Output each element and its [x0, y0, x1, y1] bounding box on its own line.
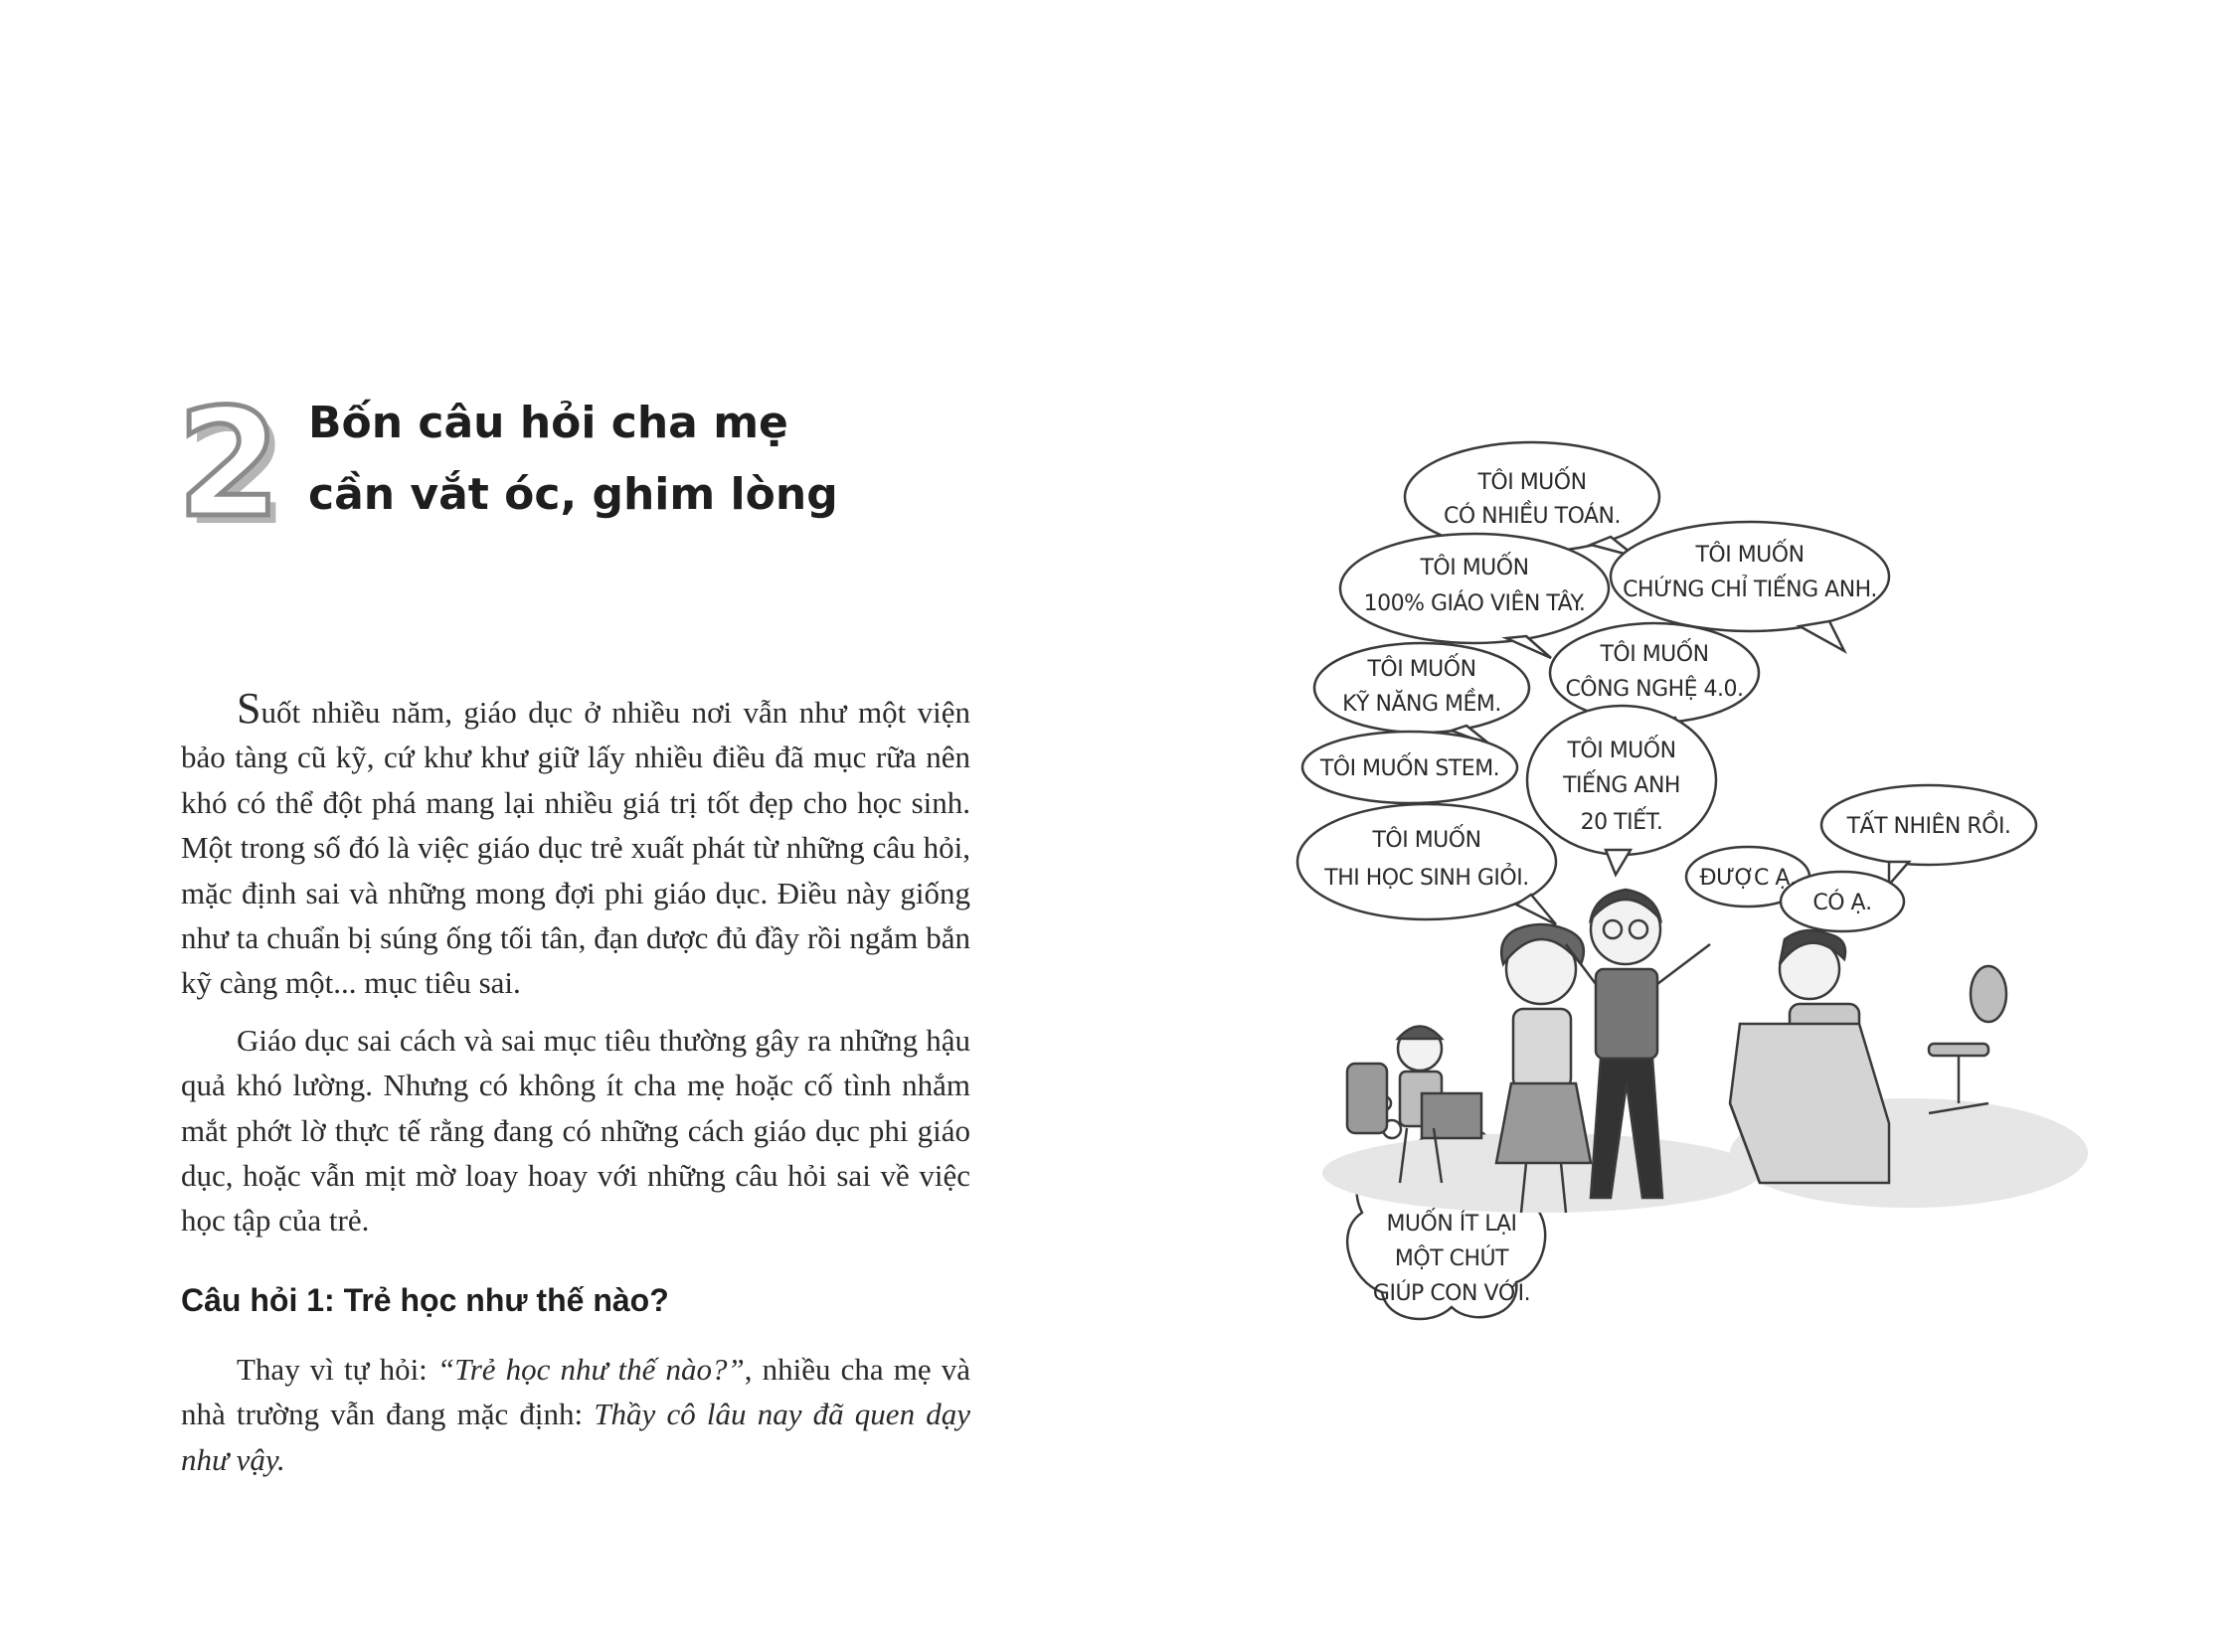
speech-bubble-2-tail: [1800, 621, 1844, 651]
cartoon-illustration: [1292, 427, 2088, 1431]
bubble-1-line-2: CÓ NHIỀU TOÁN.: [1443, 504, 1622, 529]
bubble-2-line-1: TÔI MUỐN: [1695, 543, 1805, 568]
section-heading: Câu hỏi 1: Trẻ học như thế nào?: [181, 1282, 669, 1318]
speech-bubble-8-tail: [1516, 895, 1556, 924]
drop-cap: S: [237, 684, 261, 733]
bubble-5-line-1: TÔI MUỐN: [1367, 657, 1476, 682]
paragraph-3-b: , nhiều cha mẹ và nhà trường vẫn đang mặc định:: [181, 1352, 971, 1432]
bubble-1-line-1: TÔI MUỐN: [1477, 470, 1587, 495]
bubble-10-line-1: ĐƯỢC Ạ.: [1699, 866, 1797, 891]
paragraph-2: Giáo dục sai cách và sai mục tiêu thường gây ra những hậu quả khó lường. Nhưng có không ít cha mẹ hoặc cố tình nhắm mắt phớt lờ thực tế rằng đang có những cách giáo dục phi giáo dục, hoặc vẫn mịt mờ loay hoay với những câu hỏi sai về việc học tập của trẻ.: [181, 1022, 970, 1239]
thought-line-2: MUỐN ÍT LẠI: [1386, 1212, 1517, 1237]
book-stack: [1422, 1093, 1481, 1138]
backpack: [1347, 1064, 1387, 1133]
speech-bubble-4: [1550, 623, 1759, 723]
bubble-3-line-1: TÔI MUỐN: [1420, 556, 1529, 580]
chapter-title-line-2: cần vắt óc, ghim lòng: [308, 469, 838, 520]
father-arm-raised: [1657, 944, 1710, 984]
chair-back: [1971, 966, 2006, 1022]
father-torso: [1596, 969, 1657, 1059]
chair-seat: [1929, 1044, 1988, 1056]
thought-line-4: GIÚP CON VỚI.: [1372, 1281, 1531, 1306]
bubble-8-line-2: THI HỌC SINH GIỎI.: [1324, 866, 1529, 891]
speech-bubble-2: [1611, 522, 1889, 631]
bubble-6-line-1: TÔI MUỐN STEM.: [1319, 756, 1500, 781]
bubble-2-line-2: CHỨNG CHỈ TIẾNG ANH.: [1623, 578, 1877, 602]
bubble-5-line-2: KỸ NĂNG MỀM.: [1342, 692, 1501, 717]
bubble-4-line-1: TÔI MUỐN: [1600, 642, 1709, 667]
child-hair: [1398, 1027, 1442, 1040]
paragraph-3-italic: Thầy cô lâu nay đã quen dạy như vậy.: [181, 1397, 971, 1477]
body-text: [181, 686, 970, 1255]
mother-skirt: [1496, 1083, 1591, 1163]
speech-bubble-3-tail: [1506, 636, 1551, 658]
chapter-number: 2: [177, 378, 281, 551]
bubble-9-line-1: TẤT NHIÊN RỒI.: [1846, 814, 2011, 839]
bubble-7-line-1: TÔI MUỐN: [1567, 739, 1676, 763]
bubble-3-line-2: 100% GIÁO VIÊN TÂY.: [1363, 591, 1586, 616]
box: [1730, 1024, 1889, 1183]
chapter-title: [308, 388, 838, 531]
paragraph-3-a: Thay vì tự hỏi:: [237, 1352, 437, 1387]
bubble-11-line-1: CÓ Ạ.: [1812, 891, 1872, 915]
speech-bubble-3: [1340, 534, 1609, 643]
bubble-4-line-2: CÔNG NGHỆ 4.0.: [1565, 677, 1744, 702]
mother-torso: [1513, 1009, 1571, 1088]
paragraph-3: [181, 1347, 970, 1482]
speech-bubble-8: [1297, 804, 1556, 919]
thought-line-3: MỘT CHÚT: [1394, 1246, 1509, 1271]
paragraph-1: [181, 686, 970, 1006]
bubble-8-line-1: TÔI MUỐN: [1372, 828, 1481, 853]
chapter-title-line-1: Bốn câu hỏi cha mẹ: [308, 398, 788, 448]
bubble-7-line-3: 20 TIẾT.: [1580, 810, 1663, 835]
bubble-7-line-2: TIẾNG ANH: [1563, 773, 1680, 798]
speech-bubble-9-tail: [1889, 862, 1909, 885]
speech-bubble-7-tail: [1606, 850, 1631, 875]
section-body: [181, 1347, 970, 1482]
paragraph-1-text: uốt nhiều năm, giáo dục ở nhiều nơi vẫn như một viện bảo tàng cũ kỹ, cứ khư khư giữ lấy nhiều điều đã mục rữa nên khó có thể đột phá mang lại nhiều giá trị tốt đẹp cho học sinh. Một trong số đó là việc giáo dục trẻ xuất phát từ những câu hỏi, mặc định sai và những mong đợi phi giáo dục. Điều này giống như ta chuẩn bị súng ống tối tân, đạn dược đủ đầy rồi ngắm bắn kỹ càng một... mục tiêu sai.: [181, 695, 970, 1001]
paragraph-3-quote: “Trẻ học như thế nào?”: [436, 1352, 745, 1387]
office-chair: [1929, 966, 2006, 1113]
teacher-figure: [1730, 930, 1889, 1183]
